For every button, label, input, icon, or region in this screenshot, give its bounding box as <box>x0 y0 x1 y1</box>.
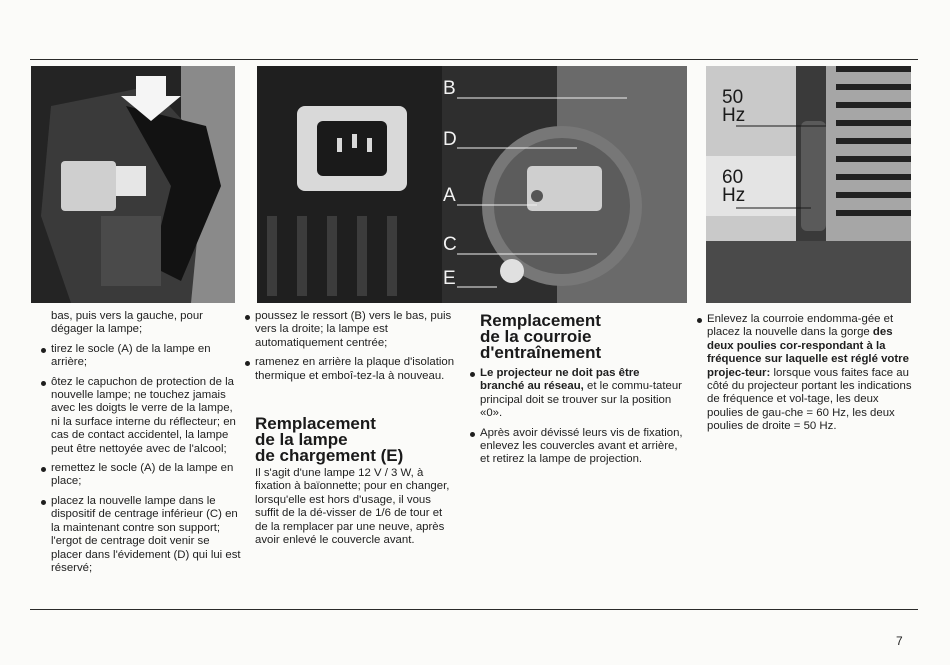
col3-warning: Le projecteur ne doit pas être branché au réseau, <box>480 367 640 393</box>
column-2 <box>245 310 455 547</box>
top-rule <box>30 59 918 60</box>
column-1 <box>41 310 241 575</box>
col2-paragraph: Il s'agit d'une lampe 12 V / 3 W, à fixation à baïonnette; pour en changer, lorsqu'elle est hors d'usage, il vous suffit de la dé-visser de 1/6 de tour et de la remplacer par une neuve, après avoir enlevé le couvercle avant. <box>255 467 450 547</box>
pulley-frequency-photo <box>706 66 911 303</box>
bottom-rule <box>30 609 918 610</box>
col4-pre: Enlevez la courroie endomma-gée et placez la nouvelle dans la gorge <box>707 313 894 339</box>
col1-intro: bas, puis vers la gauche, pour dégager la lampe; <box>51 310 203 336</box>
col3-bullet-1-rest: et le commu-tateur principal doit se trouver sur la position «0». <box>480 380 682 420</box>
col2-bullet-1: poussez le ressort (B) vers le bas, puis vers la droite; la lampe est automatiquement centrée; <box>245 310 455 350</box>
col3-bullet-2: Après avoir dévissé leurs vis de fixation, enlevez les couvercles avant et arrière, et retirez la lampe de projection. <box>470 427 685 467</box>
col2-heading <box>245 416 455 464</box>
col2-bullet-2: ramenez en arrière la plaque d'isolation thermique et emboî-tez-la à nouveau. <box>245 356 455 383</box>
col3-heading-line-3: d'entraînement <box>480 343 602 362</box>
column-3 <box>470 313 685 467</box>
col4-bold: des deux poulies cor-respondant à la fréquence sur laquelle est réglé votre projec-teur: <box>707 326 909 379</box>
col3-heading <box>470 313 685 361</box>
callout-b: B <box>443 78 456 99</box>
projector-lamp-photo <box>257 66 687 303</box>
callout-e: E <box>443 268 456 289</box>
col2-heading-line-2: de la lampe <box>255 430 348 450</box>
col1-bullet-2: ôtez le capuchon de protection de la nouvelle lampe; ne touchez jamais avec les doigts le verre de la lampe, ni la surface interne du réflecteur; en cas de contact accidentel, la lampe peut être nettoyée avec de l'alcool; <box>41 376 241 456</box>
col2-heading-line-3: de chargement (E) <box>255 446 404 466</box>
col1-bullet-4: placez la nouvelle lampe dans le dispositif de centrage inférieur (C) en la maintenant contre son support; l'ergot de centrage doit venir se placer dans l'évidement (D) qui lui est réservé; <box>41 495 241 575</box>
col3-heading-line-1: Remplacement <box>480 311 601 330</box>
col4-bullet <box>697 313 912 434</box>
col2-heading-line-1: Remplacement <box>255 414 376 434</box>
callout-c: C <box>443 234 457 255</box>
label-60-hz: 60 Hz <box>722 167 746 207</box>
col1-bullet-3: remettez le socle (A) de la lampe en place; <box>41 462 241 489</box>
label-50-hz: 50 Hz <box>722 87 746 127</box>
col3-heading-line-2: de la courroie <box>480 327 592 346</box>
callout-a: A <box>443 185 456 206</box>
col1-bullet-1: tirez le socle (A) de la lampe en arrière; <box>41 343 241 370</box>
lamp-removal-photo <box>31 66 235 303</box>
col3-bullet-1 <box>470 367 685 421</box>
column-4 <box>697 313 912 434</box>
callout-d: D <box>443 129 457 150</box>
page-number: 7 <box>896 634 903 648</box>
col4-post: lorsque vous faites face au côté du projecteur portant les indications de fréquence et vol-tage, les deux poulies de gau-che = 60 Hz, les deux poulies de droite = 50 Hz. <box>707 366 912 433</box>
